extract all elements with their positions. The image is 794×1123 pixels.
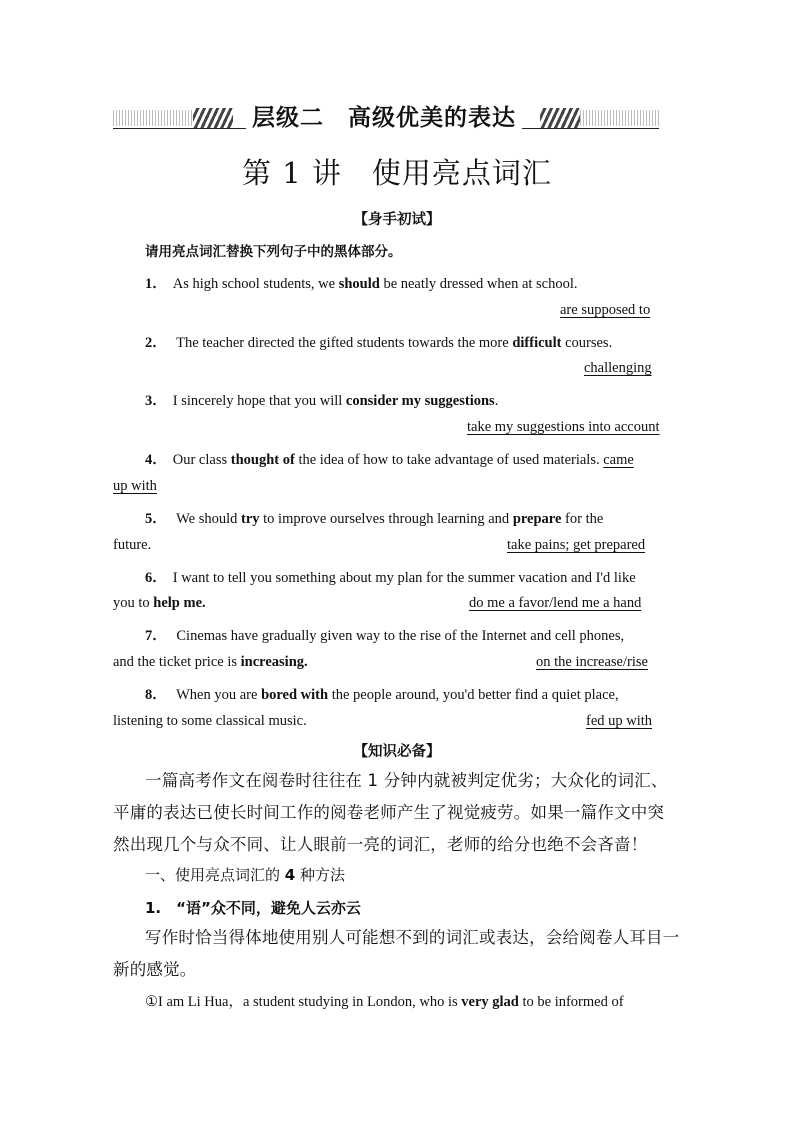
question-text: the people around, you'd better find a quiet place, [328, 687, 619, 703]
question-6-continued [113, 595, 206, 612]
question-text: the idea of how to take advantage of used materials. [294, 452, 604, 468]
subheading-text: 一、使用亮点词汇的 [145, 866, 285, 884]
question-8 [145, 683, 619, 704]
example-text: to be informed of [518, 994, 624, 1010]
question-6 [145, 566, 636, 587]
answer-3: take my suggestions into account [467, 419, 660, 435]
question-5 [145, 507, 603, 528]
question-8-continued: listening to some classical music. [113, 713, 307, 729]
example-text: ①I am Li Hua，a student studying in London, who is [145, 994, 462, 1010]
answer-8: fed up with [586, 713, 653, 729]
bold-phrase: increasing. [240, 654, 308, 670]
bold-phrase: difficult [512, 335, 562, 351]
intro-paragraph: 一篇高考作文在阅卷时往往在 1 分钟内就被判定优劣；大众化的词汇、平庸的表达已使长时间工作的阅卷老师产生了视觉疲劳。如果一篇作文中突然出现几个与众不同、让人眼前一亮的词汇，老师的给分也绝不会吝啬！ [113, 771, 668, 854]
section-heading-practice: 【身手初试】 [353, 212, 441, 228]
bold-phrase: bored with [261, 687, 329, 703]
bold-phrase: prepare [512, 511, 562, 527]
subheading-methods [145, 864, 345, 885]
method-1-paragraph: 写作时恰当得体地使用别人可能想不到的词汇或表达，会给阅卷人耳目一新的感觉。 [113, 928, 680, 979]
section-heading-knowledge: 【知识必备】 [353, 744, 441, 760]
question-number: 5． [145, 511, 167, 527]
question-text: . [494, 393, 499, 409]
question-4 [145, 448, 634, 469]
subheading-method-1: 1. “语”众不同，避免人云亦云 [145, 899, 361, 917]
question-text: We should [172, 511, 241, 527]
banner-hatch-right [580, 110, 659, 126]
question-text: to improve ourselves through learning and [259, 511, 513, 527]
banner-slashes-left [193, 108, 233, 128]
question-5-continued: future. [113, 537, 152, 553]
question-text: I sincerely hope that you will [172, 393, 346, 409]
question-7 [145, 624, 624, 645]
answer-6: do me a favor/lend me a hand [469, 595, 642, 611]
bold-phrase: thought of [230, 452, 295, 468]
question-7-continued [113, 654, 308, 671]
question-text: courses. [561, 335, 613, 351]
instruction: 请用亮点词汇替换下列句子中的黑体部分。 [145, 244, 402, 260]
question-text: Our class [172, 452, 231, 468]
question-text: When you are [172, 687, 262, 703]
question-text: for the [561, 511, 604, 527]
question-number: 6． [145, 570, 167, 586]
question-number: 2． [145, 335, 167, 351]
answer-7: on the increase/rise [536, 654, 648, 670]
answer-4: came [603, 452, 634, 468]
bold-phrase: consider my suggestions [345, 393, 495, 409]
banner-hatch-left [113, 110, 193, 126]
question-text: you to [113, 595, 154, 611]
answer-4-continued: up with [113, 478, 157, 494]
level-title: 层级二 高级优美的表达 [246, 99, 522, 132]
question-text: Cinemas have gradually given way to the rise of the Internet and cell phones, [172, 628, 625, 644]
subheading-text: 种方法 [295, 866, 345, 884]
question-text: I want to tell you something about my plan for the summer vacation and I'd like [172, 570, 636, 586]
bold-phrase: try [241, 511, 260, 527]
question-number: 3． [145, 393, 167, 409]
answer-1: are supposed to [560, 302, 651, 318]
question-text: As high school students, we [172, 276, 339, 292]
example-sentence [145, 990, 624, 1011]
answer-5: take pains; get prepared [507, 537, 646, 553]
bold-phrase: very glad [461, 994, 519, 1010]
lecture-title: 第 1 讲 使用亮点词汇 [242, 156, 552, 190]
question-2 [145, 331, 612, 352]
question-3 [145, 389, 498, 410]
banner-slashes-right [540, 108, 580, 128]
question-text: and the ticket price is [113, 654, 241, 670]
question-1 [145, 272, 578, 293]
question-number: 1． [145, 276, 167, 292]
bold-phrase: should [338, 276, 380, 292]
question-text: The teacher directed the gifted students towards the more [172, 335, 513, 351]
subheading-number: 4 [284, 866, 296, 884]
question-number: 8． [145, 687, 167, 703]
question-number: 4． [145, 452, 167, 468]
question-text: be neatly dressed when at school. [379, 276, 578, 292]
bold-phrase: help me. [153, 595, 206, 611]
answer-2: challenging [584, 360, 652, 376]
question-number: 7． [145, 628, 167, 644]
